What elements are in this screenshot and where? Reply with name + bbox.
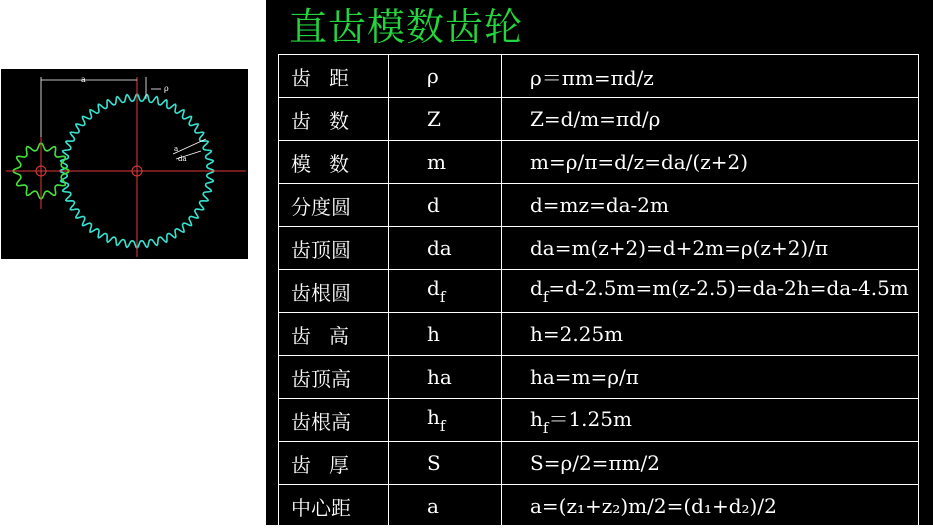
parameter-formula: Z=d/m=πd/ρ: [502, 98, 919, 141]
table-row: [279, 270, 919, 313]
parameter-name: 齿顶高: [279, 356, 389, 399]
parameter-formula: da=m(z+2)=d+2m=ρ(z+2)/π: [502, 227, 919, 270]
table-row: [279, 184, 919, 227]
parameter-symbol: a: [389, 485, 502, 528]
center-distance-dimension: [41, 77, 206, 159]
parameter-name: 齿厚: [279, 442, 389, 485]
parameter-formula: d=mz=da-2m: [502, 184, 919, 227]
parameter-name: 齿高: [279, 313, 389, 356]
parameter-name: 模数: [279, 141, 389, 184]
parameter-name: 分度圆: [279, 184, 389, 227]
parameter-name: 齿根高: [279, 399, 389, 442]
parameter-name: 齿根圆: [279, 270, 389, 313]
table-row: [279, 356, 919, 399]
parameter-symbol: h: [389, 313, 502, 356]
parameter-formula: ha=m=ρ/π: [502, 356, 919, 399]
parameter-symbol: ha: [389, 356, 502, 399]
parameter-formula: $h_f=1.25m$: [502, 399, 919, 442]
tooth-label: a: [174, 145, 179, 153]
gear-drawing: [1, 69, 248, 259]
table-row: [279, 399, 919, 442]
parameter-symbol: d: [389, 184, 502, 227]
parameter-symbol: m: [389, 141, 502, 184]
parameter-symbol: S: [389, 442, 502, 485]
parameter-formula: m=ρ/π=d/z=da/(z+2): [502, 141, 919, 184]
pitch-label: ρ: [164, 84, 169, 93]
parameter-formula: $d_f=d-2.5m=m(z-2.5)=da-2h=da-4.5m$: [502, 270, 919, 313]
parameter-symbol: $d_f$: [389, 270, 502, 313]
table-row: [279, 485, 919, 528]
table-row: [279, 98, 919, 141]
center-lines: [6, 77, 246, 257]
table-row: [279, 141, 919, 184]
gear-diagram: [1, 69, 248, 259]
parameter-symbol: $h_f$: [389, 399, 502, 442]
parameter-formula: S=ρ/2=πm/2: [502, 442, 919, 485]
page-title: 直齿模数齿轮: [289, 5, 524, 49]
parameter-formula: h=2.25m: [502, 313, 919, 356]
table-row: [279, 313, 919, 356]
table-row: [279, 442, 919, 485]
table-row: [279, 55, 919, 98]
tip-diameter-label: da: [178, 155, 187, 163]
parameter-formula: ρ＝πm=πd/z: [502, 55, 919, 98]
parameter-symbol: ρ: [389, 55, 502, 98]
center-distance-label: a: [81, 75, 86, 84]
formula-table: [278, 54, 919, 528]
table-row: [279, 227, 919, 270]
parameter-name: 齿距: [279, 55, 389, 98]
parameter-name: 中心距: [279, 485, 389, 528]
parameter-formula: a=(z₁+z₂)m/2=(d₁+d₂)/2: [502, 485, 919, 528]
parameter-symbol: da: [389, 227, 502, 270]
gear-formula-sheet: [266, 0, 933, 525]
parameter-name: 齿数: [279, 98, 389, 141]
parameter-name: 齿顶圆: [279, 227, 389, 270]
parameter-symbol: Z: [389, 98, 502, 141]
